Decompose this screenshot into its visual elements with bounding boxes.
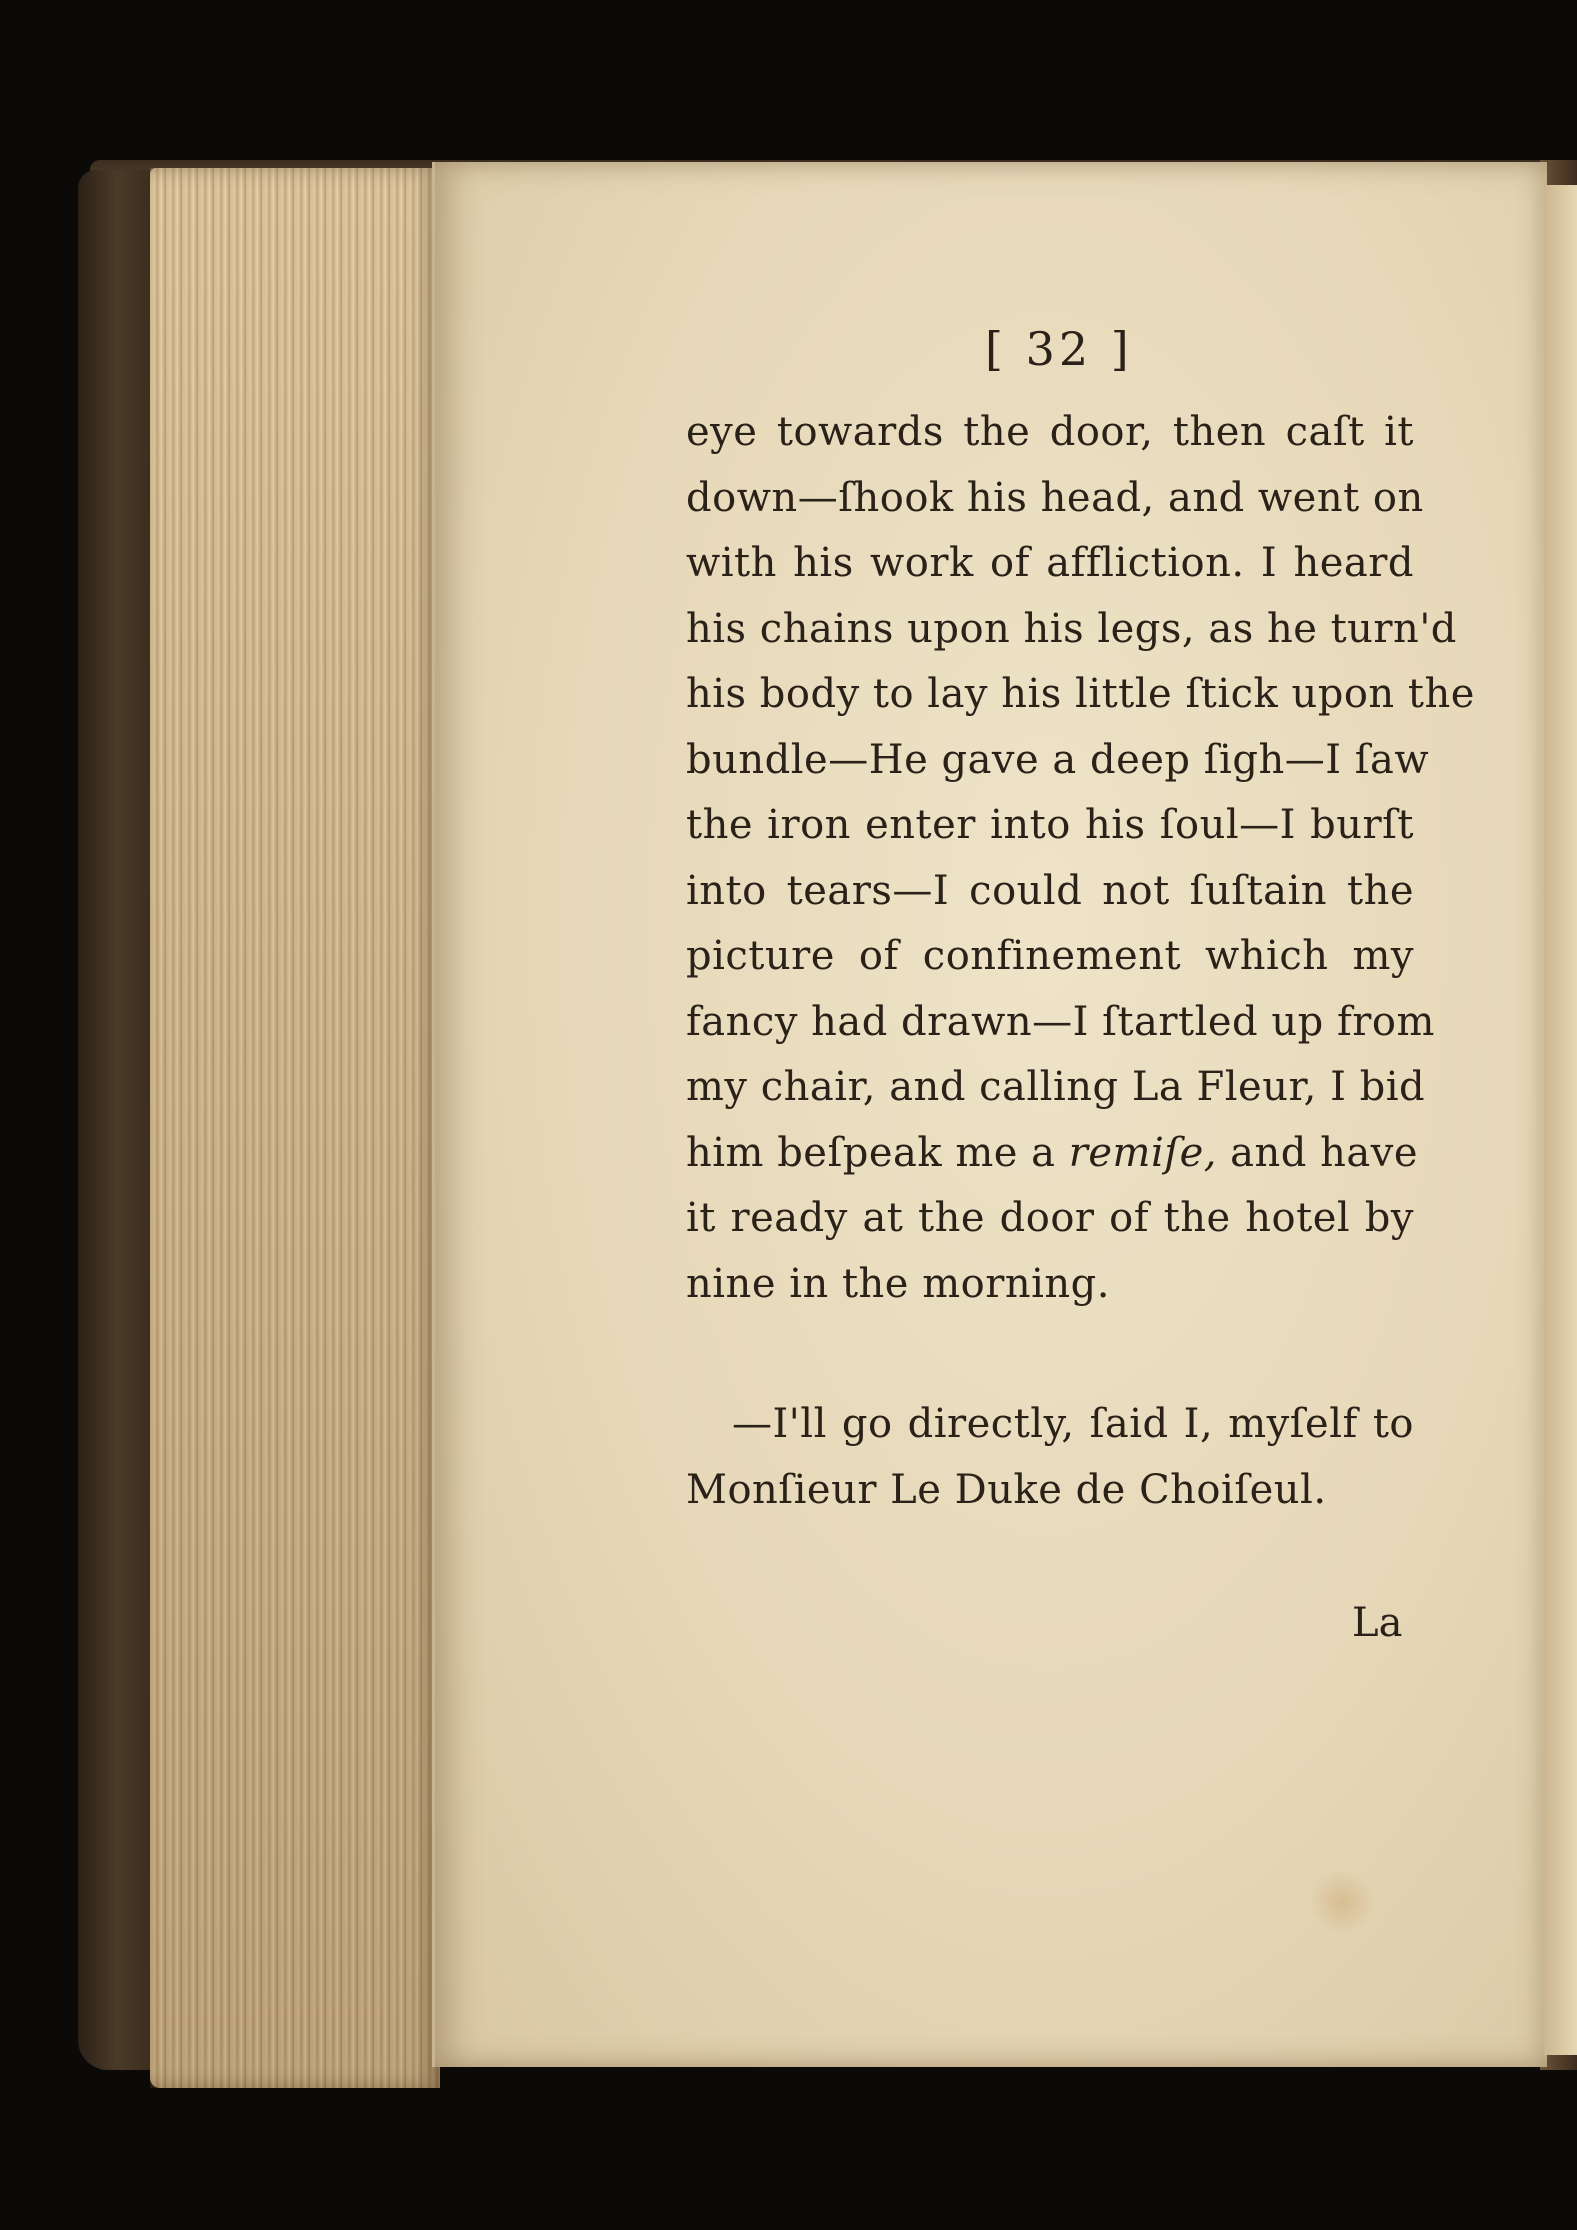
text-line: with his work of affliction. I heard (686, 540, 1414, 586)
text-line: —I'll go directly, ſaid I, myſelf to (732, 1401, 1414, 1447)
text-segment: and have (1216, 1129, 1418, 1176)
text-line: bundle—He gave a deep ſigh—I ſaw (686, 736, 1430, 783)
text-line: down—ſhook his head, and went on (686, 474, 1424, 521)
italic-word-remise: remiſe, (1068, 1129, 1217, 1176)
text-line: his body to lay his little ſtick upon the (686, 671, 1475, 717)
adjacent-page-edge (1544, 185, 1577, 2055)
text-line: the iron enter into his ſoul—I burſt (686, 802, 1414, 848)
paragraph-1 (686, 400, 1475, 1317)
page-number: [ 32 ] (985, 322, 1133, 376)
catchword: La (1352, 1600, 1403, 1646)
page-stack-edges (150, 168, 440, 2088)
text-line: nine in the morning. (686, 1260, 1110, 1307)
text-line: it ready at the door of the hotel by (686, 1195, 1414, 1241)
text-line: eye towards the door, then caſt it (686, 409, 1414, 455)
paper-stain (1310, 1870, 1374, 1934)
paragraph-2 (686, 1392, 1414, 1523)
text-segment: him beſpeak me a (686, 1129, 1069, 1176)
text-line: Monſieur Le Duke de Choiſeul. (686, 1466, 1327, 1513)
text-line-with-italic (686, 1121, 1418, 1187)
text-line: my chair, and calling La Fleur, I bid (686, 1064, 1426, 1110)
text-line: picture of confinement which my (686, 933, 1414, 979)
text-line: his chains upon his legs, as he turn'd (686, 605, 1457, 652)
text-line: fancy had drawn—I ſtartled up from (686, 998, 1435, 1045)
text-line: into tears—I could not ſuſtain the (686, 867, 1414, 914)
